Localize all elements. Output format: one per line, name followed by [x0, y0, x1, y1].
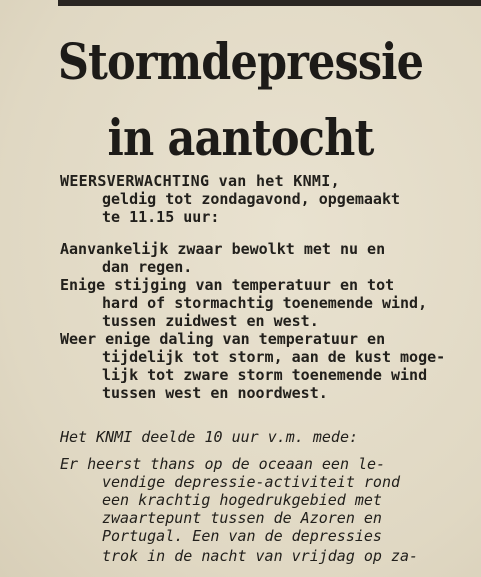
knmi-report-line-1: Het KNMI deelde 10 uur v.m. mede:: [60, 428, 359, 446]
headline-line-1: Stormdepressie: [57, 32, 424, 91]
forecast-body-line-1: Aanvankelijk zwaar bewolkt met nu en: [60, 240, 386, 258]
forecast-intro-line-1: WEERSVERWACHTING van het KNMI,: [60, 172, 340, 190]
knmi-report-line-4: een krachtig hogedrukgebied met: [102, 491, 382, 509]
knmi-report-line-5: zwaartepunt tussen de Azoren en: [102, 509, 382, 527]
knmi-report-line-7: trok in de nacht van vrijdag op za-: [102, 547, 419, 565]
forecast-body-line-7: tijdelijk tot storm, aan de kust moge-: [102, 348, 446, 366]
forecast-body-line-3: Enige stijging van temperatuur en tot: [60, 276, 395, 294]
forecast-body-line-6: Weer enige daling van temperatuur en: [60, 330, 386, 348]
forecast-body-line-8: lijk tot zware storm toenemende wind: [102, 366, 428, 384]
headline-line-2: in aantocht: [107, 108, 374, 167]
forecast-body-line-5: tussen zuidwest en west.: [102, 312, 319, 330]
knmi-report-line-6: Portugal. Een van de depressies: [102, 527, 382, 545]
forecast-body-line-4: hard of stormachtig toenemende wind,: [102, 294, 428, 312]
forecast-body-line-9: tussen west en noordwest.: [102, 384, 328, 402]
forecast-intro-line-3: te 11.15 uur:: [102, 208, 220, 226]
knmi-report-line-3: vendige depressie-activiteit rond: [102, 473, 401, 491]
forecast-intro-line-2: geldig tot zondagavond, opgemaakt: [102, 190, 401, 208]
knmi-report-line-2: Er heerst thans op de oceaan een le-: [60, 455, 386, 473]
top-rule: [58, 0, 481, 6]
forecast-body-line-2: dan regen.: [102, 258, 193, 276]
